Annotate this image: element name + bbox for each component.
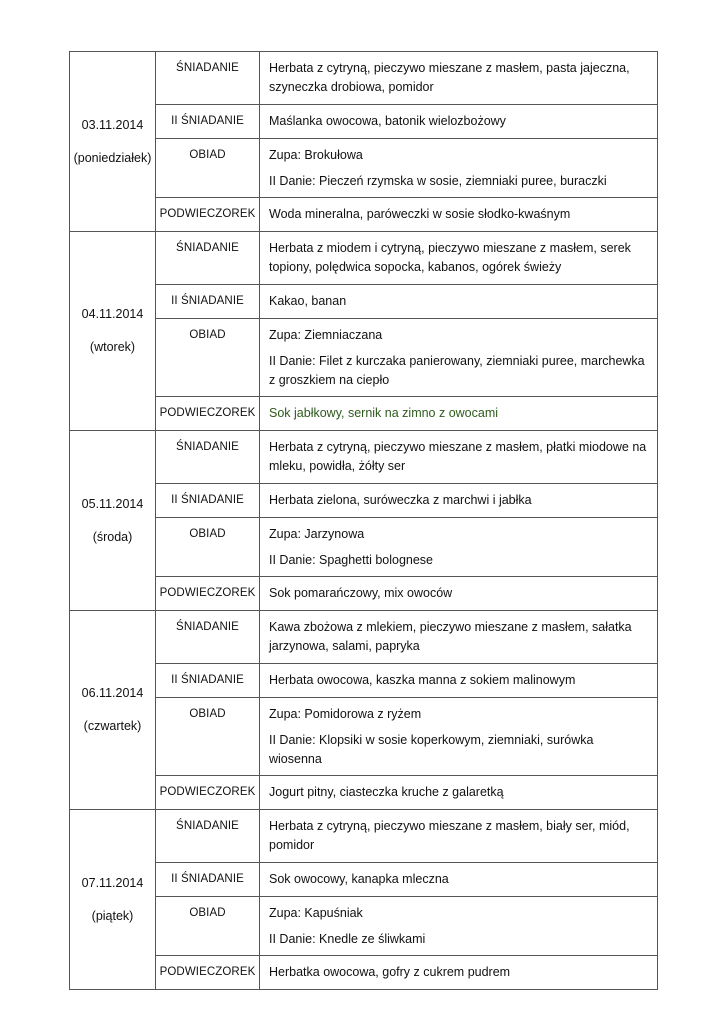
meal-type: ŚNIADANIE <box>156 232 260 285</box>
menu-row <box>70 698 658 776</box>
meal-description-line: Kawa zbożowa z mlekiem, pieczywo mieszane z masłem, sałatka <box>269 620 632 634</box>
menu-row <box>70 664 658 698</box>
menu-row <box>70 484 658 518</box>
meal-description-line: Zupa: Jarzynowa <box>269 527 365 541</box>
meal-description <box>260 577 658 611</box>
meal-description-line: Herbata z cytryną, pieczywo mieszane z masłem, płatki miodowe na <box>269 440 647 454</box>
day-cell <box>70 52 156 232</box>
meal-description-line: II Danie: Pieczeń rzymska w sosie, ziemniaki puree, buraczki <box>269 174 607 188</box>
meal-description-line: II Danie: Spaghetti bolognese <box>269 553 434 567</box>
meal-description-line: Zupa: Brokułowa <box>269 148 363 162</box>
meal-description-line: z groszkiem na ciepło <box>269 373 390 387</box>
meal-description <box>260 105 658 139</box>
day-weekday: (środa) <box>92 529 133 544</box>
meal-type: PODWIECZOREK <box>156 577 260 611</box>
meal-description-line: Kakao, banan <box>269 294 347 308</box>
meal-type: PODWIECZOREK <box>156 397 260 431</box>
day-cell <box>70 810 156 990</box>
meal-type: II ŚNIADANIE <box>156 664 260 698</box>
meal-type: II ŚNIADANIE <box>156 484 260 518</box>
day-weekday: (piątek) <box>91 908 134 923</box>
menu-row <box>70 776 658 810</box>
meal-description-line: Zupa: Pomidorowa z ryżem <box>269 707 422 721</box>
meal-description <box>260 664 658 698</box>
day-date: 03.11.2014 <box>81 117 144 132</box>
meal-description <box>260 863 658 897</box>
meal-description-line: Zupa: Ziemniaczana <box>269 328 383 342</box>
meal-description-line: Herbatka owocowa, gofry z cukrem pudrem <box>269 965 511 979</box>
meal-description <box>260 397 658 431</box>
meal-description-line: II Danie: Klopsiki w sosie koperkowym, ziemniaki, surówka wiosenna <box>269 733 594 766</box>
meal-description <box>260 956 658 990</box>
meal-description <box>260 698 658 776</box>
menu-row <box>70 105 658 139</box>
weekly-menu-table <box>69 51 658 990</box>
meal-type: PODWIECZOREK <box>156 198 260 232</box>
meal-description-line: Sok jabłkowy, sernik na zimno z owocami <box>269 406 499 420</box>
menu-row <box>70 198 658 232</box>
meal-description-line: Herbata z cytryną, pieczywo mieszane z masłem, pasta jajeczna, <box>269 61 630 75</box>
menu-row <box>70 319 658 397</box>
day-cell <box>70 232 156 431</box>
meal-description <box>260 897 658 956</box>
meal-description-line: Herbata zielona, suróweczka z marchwi i jabłka <box>269 493 532 507</box>
menu-row <box>70 518 658 577</box>
day-weekday: (wtorek) <box>89 340 136 354</box>
meal-description-line: Woda mineralna, paróweczki w sosie słodko-kwaśnym <box>269 207 571 221</box>
meal-description-line: Herbata owocowa, kaszka manna z sokiem malinowym <box>269 673 576 687</box>
meal-description-line: Sok pomarańczowy, mix owoców <box>269 586 453 600</box>
meal-description-line: Zupa: Kapuśniak <box>269 906 363 920</box>
meal-type: OBIAD <box>156 139 260 198</box>
meal-description-line: Jogurt pitny, ciasteczka kruche z galaretką <box>269 785 504 799</box>
meal-description <box>260 484 658 518</box>
meal-type: ŚNIADANIE <box>156 431 260 484</box>
meal-description-line: pomidor <box>269 838 315 852</box>
meal-type: ŚNIADANIE <box>156 810 260 863</box>
day-date: 06.11.2014 <box>81 686 144 700</box>
meal-description <box>260 319 658 397</box>
meal-description-line: topiony, polędwica sopocka, kabanos, ogórek świeży <box>269 260 562 274</box>
meal-description <box>260 431 658 484</box>
day-date: 04.11.2014 <box>81 307 144 321</box>
meal-type: II ŚNIADANIE <box>156 105 260 139</box>
meal-type: ŚNIADANIE <box>156 52 260 105</box>
menu-row <box>70 577 658 611</box>
meal-description-line: II Danie: Filet z kurczaka panierowany, ziemniaki puree, marchewka <box>269 354 645 368</box>
menu-row <box>70 431 658 484</box>
day-date: 05.11.2014 <box>81 496 144 511</box>
meal-description-line: Maślanka owocowa, batonik wielozbożowy <box>269 114 506 128</box>
meal-description <box>260 810 658 863</box>
day-cell <box>70 611 156 810</box>
meal-description-line: szyneczka drobiowa, pomidor <box>269 80 434 94</box>
menu-row <box>70 397 658 431</box>
meal-description <box>260 611 658 664</box>
menu-row <box>70 611 658 664</box>
menu-row <box>70 897 658 956</box>
day-weekday: (czwartek) <box>83 719 142 733</box>
meal-description <box>260 52 658 105</box>
meal-description-line: jarzynowa, salami, papryka <box>269 639 420 653</box>
meal-description <box>260 198 658 232</box>
meal-type: OBIAD <box>156 897 260 956</box>
meal-description-line: Herbata z miodem i cytryną, pieczywo mieszane z masłem, serek <box>269 241 631 255</box>
menu-row <box>70 139 658 198</box>
menu-row <box>70 810 658 863</box>
menu-row <box>70 232 658 285</box>
meal-type: OBIAD <box>156 698 260 776</box>
meal-description-line: Herbata z cytryną, pieczywo mieszane z masłem, biały ser, miód, <box>269 819 630 833</box>
meal-type: II ŚNIADANIE <box>156 285 260 319</box>
meal-description <box>260 285 658 319</box>
menu-row <box>70 285 658 319</box>
day-date: 07.11.2014 <box>81 875 144 890</box>
meal-type: OBIAD <box>156 518 260 577</box>
day-weekday: (poniedziałek) <box>73 150 152 165</box>
meal-description <box>260 139 658 198</box>
meal-description <box>260 518 658 577</box>
meal-type: PODWIECZOREK <box>156 956 260 990</box>
menu-row <box>70 956 658 990</box>
meal-description-line: mleku, powidła, żółty ser <box>269 459 406 473</box>
meal-description-line: Sok owocowy, kanapka mleczna <box>269 872 449 886</box>
menu-row <box>70 52 658 105</box>
meal-type: PODWIECZOREK <box>156 776 260 810</box>
meal-description-line: II Danie: Knedle ze śliwkami <box>269 932 426 946</box>
meal-type: ŚNIADANIE <box>156 611 260 664</box>
menu-table-body <box>70 52 658 990</box>
meal-description <box>260 776 658 810</box>
meal-type: OBIAD <box>156 319 260 397</box>
menu-row <box>70 863 658 897</box>
meal-description <box>260 232 658 285</box>
meal-type: II ŚNIADANIE <box>156 863 260 897</box>
day-cell <box>70 431 156 611</box>
